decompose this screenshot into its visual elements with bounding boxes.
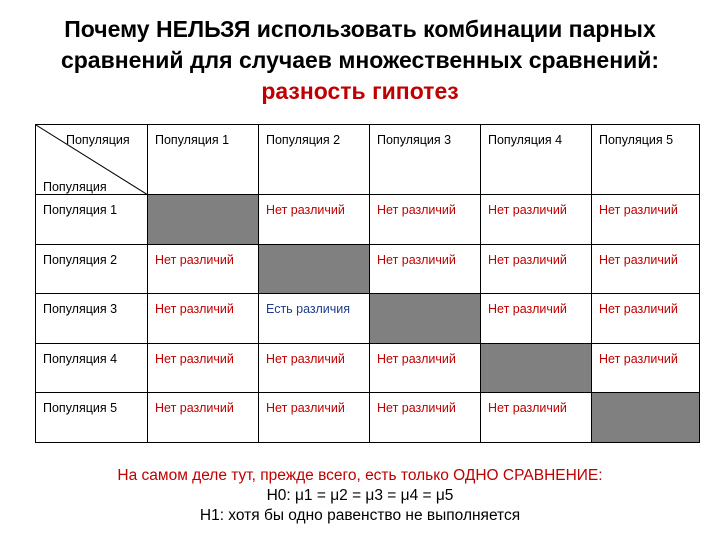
title-line-1: Почему НЕЛЬЗЯ использовать комбинации парных [64, 16, 656, 42]
corner-label-rows: Популяция [43, 180, 107, 194]
table-cell-highlight: Есть различия [259, 294, 370, 344]
table-row [36, 393, 700, 443]
column-header: Популяция 3 [370, 125, 481, 195]
table-cell: Нет различий [592, 294, 700, 344]
diagonal-cell [370, 294, 481, 344]
table-cell: Нет различий [259, 344, 370, 393]
column-header: Популяция 1 [148, 125, 259, 195]
table-cell: Нет различий [592, 344, 700, 393]
table-cell: Нет различий [481, 294, 592, 344]
slide-title [0, 14, 720, 107]
table-cell: Нет различий [259, 195, 370, 245]
footer-note [0, 466, 720, 526]
table-row [36, 294, 700, 344]
table-header-row [36, 125, 700, 195]
diagonal-cell [481, 344, 592, 393]
table-row [36, 195, 700, 245]
diagonal-cell [148, 195, 259, 245]
row-label: Популяция 1 [36, 195, 148, 245]
table-cell: Нет различий [148, 393, 259, 443]
row-label: Популяция 3 [36, 294, 148, 344]
comparison-table [35, 124, 700, 443]
diagonal-cell [259, 245, 370, 294]
null-hypothesis: H0: μ1 = μ2 = μ3 = μ4 = μ5 [266, 487, 454, 504]
table-cell: Нет различий [370, 245, 481, 294]
table-cell: Нет различий [148, 294, 259, 344]
table-cell: Нет различий [481, 245, 592, 294]
table-row [36, 245, 700, 294]
alternative-hypothesis: H1: хотя бы одно равенство не выполняется [199, 507, 521, 524]
row-label: Популяция 4 [36, 344, 148, 393]
column-header: Популяция 5 [592, 125, 700, 195]
title-line-2: сравнений для случаев множественных сравнений: [60, 47, 660, 73]
table-cell: Нет различий [592, 195, 700, 245]
diagonal-cell [592, 393, 700, 443]
corner-cell [36, 125, 148, 195]
table-cell: Нет различий [148, 344, 259, 393]
table-row [36, 344, 700, 393]
footer-line-1: На самом деле тут, прежде всего, есть только ОДНО СРАВНЕНИЕ: [117, 467, 603, 484]
table-cell: Нет различий [481, 393, 592, 443]
table-cell: Нет различий [481, 195, 592, 245]
table-cell: Нет различий [259, 393, 370, 443]
table-cell: Нет различий [148, 245, 259, 294]
corner-label-columns: Популяция [66, 133, 130, 147]
column-header: Популяция 4 [481, 125, 592, 195]
row-label: Популяция 2 [36, 245, 148, 294]
title-line-3: разность гипотез [261, 78, 459, 104]
table-cell: Нет различий [592, 245, 700, 294]
table-cell: Нет различий [370, 195, 481, 245]
table-cell: Нет различий [370, 393, 481, 443]
table-cell: Нет различий [370, 344, 481, 393]
column-header: Популяция 2 [259, 125, 370, 195]
row-label: Популяция 5 [36, 393, 148, 443]
